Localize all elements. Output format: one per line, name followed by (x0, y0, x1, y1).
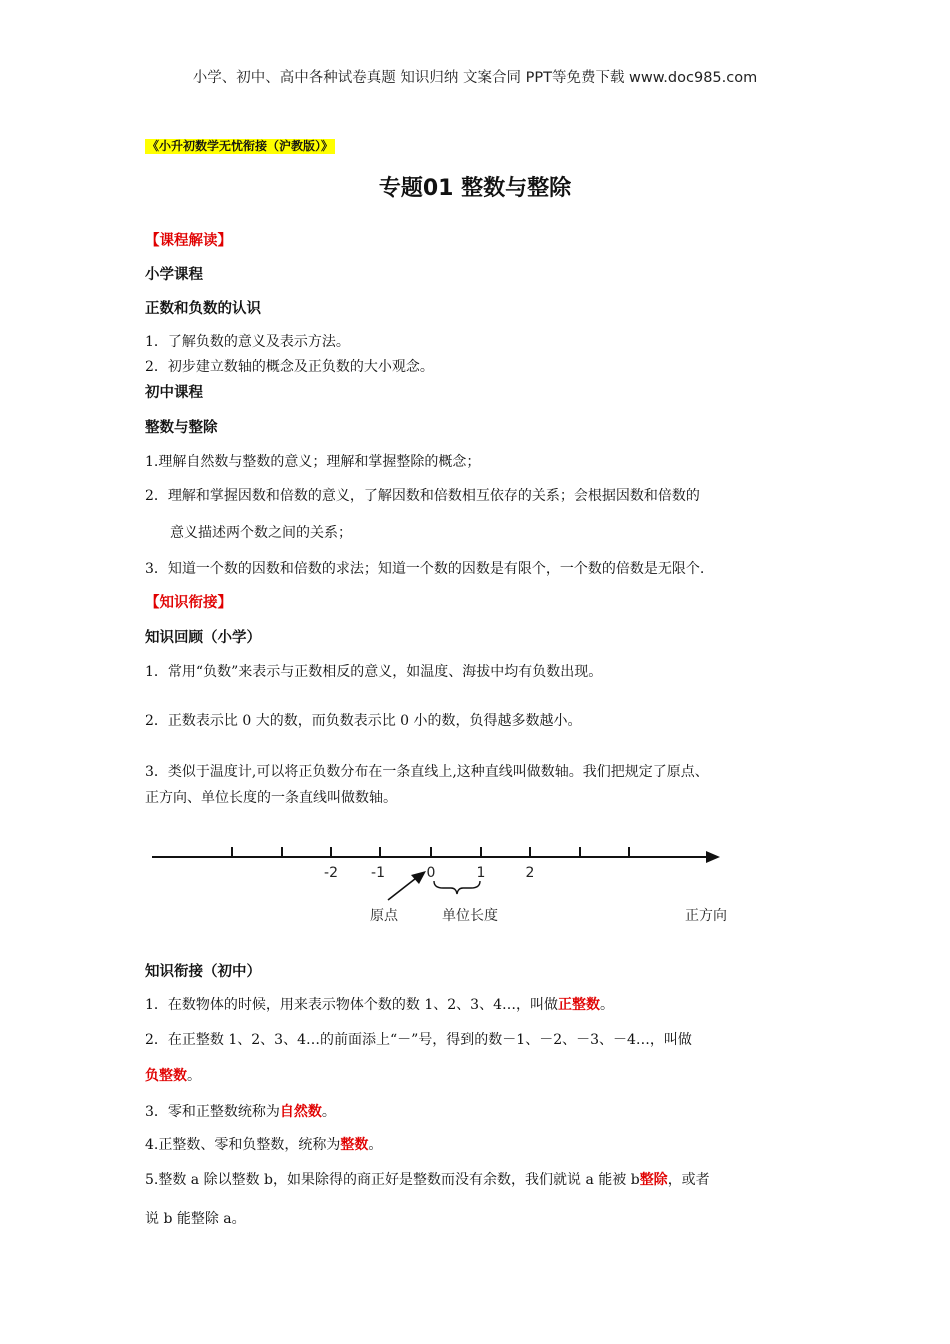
review-item: 正方向、单位长度的一条直线叫做数轴。 (145, 790, 397, 806)
positive-direction-label: 正方向 (685, 908, 727, 924)
bridge-item-term: 正整数 (558, 997, 600, 1013)
bridge-item-text: 3．零和正整数统称为 (145, 1104, 280, 1120)
bridge-item-term: 整数 (340, 1137, 369, 1153)
middle-item: 3．知道一个数的因数和倍数的求法；知道一个数的因数是有限个，一个数的倍数是无限个. (145, 561, 705, 577)
bridge-item-text: 。 (368, 1137, 383, 1153)
tick-label: -2 (324, 865, 338, 881)
primary-item: 1．了解负数的意义及表示方法。 (145, 334, 350, 350)
primary-item: 2．初步建立数轴的概念及正负数的大小观念。 (145, 359, 434, 375)
knowledge-heading: 【知识衔接】 (145, 595, 232, 611)
bridge-item-term: 负整数 (145, 1068, 187, 1084)
tick-label: 1 (476, 865, 486, 881)
series-label: 《小升初数学无忧衔接（沪教版）》 (147, 139, 334, 153)
site-header: 小学、初中、高中各种试卷真题 知识归纳 文案合同 PPT等免费下载 www.doc985.com (192, 70, 758, 86)
tick-label: -1 (371, 865, 385, 881)
middle-item: 1.理解自然数与整数的意义；理解和掌握整除的概念； (145, 454, 481, 470)
tick-label: 2 (525, 865, 535, 881)
bridge-item-text: ，或者 (667, 1172, 710, 1188)
bridge-item (145, 1065, 201, 1085)
bridge-item-text: 2．在正整数 1、2、3、4…的前面添上“－”号，得到的数－1、－2、－3、－4…，叫做 (145, 1032, 692, 1048)
page-title: 专题01 整数与整除 (378, 176, 572, 201)
number-line-arrow-icon (706, 851, 720, 863)
origin-label: 原点 (370, 908, 398, 924)
bridge-heading: 知识衔接（初中） (145, 964, 261, 980)
bridge-item-text: 。 (600, 997, 614, 1013)
middle-course-heading: 初中课程 (145, 385, 203, 401)
middle-item: 意义描述两个数之间的关系； (170, 525, 352, 541)
primary-course-heading: 小学课程 (145, 267, 203, 283)
bridge-item-term: 整除 (639, 1172, 668, 1188)
bridge-item (145, 1134, 382, 1154)
review-heading: 知识回顾（小学） (145, 630, 261, 646)
middle-item: 2．理解和掌握因数和倍数的意义，了解因数和倍数相互依存的关系；会根据因数和倍数的 (145, 488, 700, 504)
unit-length-label: 单位长度 (442, 908, 498, 924)
review-item: 2．正数表示比 0 大的数，而负数表示比 0 小的数，负得越多数越小。 (145, 713, 582, 729)
bridge-item (145, 1101, 336, 1121)
bridge-item (145, 1029, 692, 1049)
bridge-item (145, 1169, 710, 1189)
bridge-item-text: 。 (187, 1068, 201, 1084)
bridge-item (145, 994, 614, 1014)
bridge-item-text: 4.正整数、零和负整数，统称为 (145, 1137, 341, 1153)
tick-label: 0 (426, 865, 436, 881)
bridge-item-text: 。 (321, 1104, 336, 1120)
bridge-item-text: 1．在数物体的时候，用来表示物体个数的数 1、2、3、4…，叫做 (145, 997, 558, 1013)
review-item: 1．常用“负数”来表示与正数相反的意义，如温度、海拔中均有负数出现。 (145, 664, 603, 680)
bridge-item (145, 1208, 246, 1228)
bridge-item-text: 5.整数 a 除以整数 b，如果除得的商正好是整数而没有余数，我们就说 a 能被 b (145, 1172, 640, 1188)
bridge-item-term: 自然数 (279, 1104, 322, 1120)
origin-arrow-icon (411, 871, 426, 884)
bridge-item-text: 说 b 能整除 a。 (145, 1211, 246, 1227)
number-line-figure (140, 830, 740, 930)
review-item: 3．类似于温度计,可以将正负数分布在一条直线上,这种直线叫做数轴。我们把规定了原点、 (145, 764, 709, 780)
middle-topic: 整数与整除 (145, 420, 218, 436)
course-heading: 【课程解读】 (145, 233, 232, 249)
primary-topic: 正数和负数的认识 (145, 301, 261, 317)
unit-brace (434, 881, 480, 894)
